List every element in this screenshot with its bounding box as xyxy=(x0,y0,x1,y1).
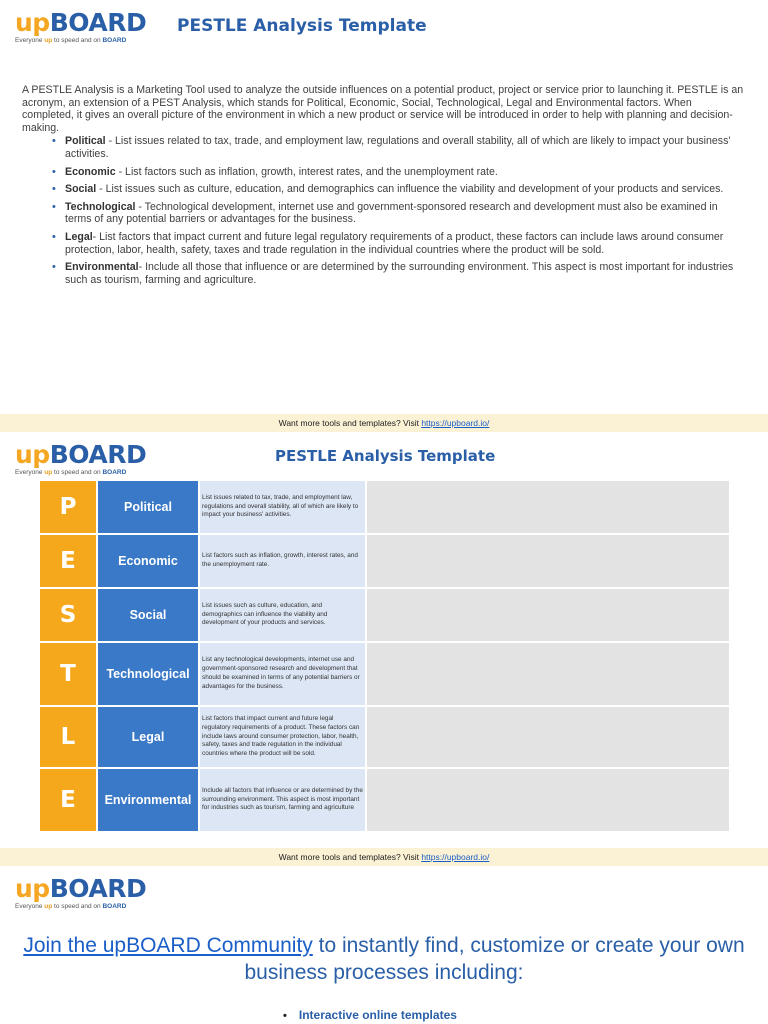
pestle-factor-description: List issues related to tax, trade, and employment law, regulations and overall stability, all of which are likely to impact your business' activities. xyxy=(200,481,365,533)
pestle-bullet-list xyxy=(52,135,744,286)
pestle-grid xyxy=(40,481,729,833)
intro-section xyxy=(22,84,744,291)
tools-banner: Want more tools and templates? Visit https://upboard.io/ xyxy=(0,414,768,432)
pestle-row-technological xyxy=(40,643,729,705)
pestle-input-cell[interactable] xyxy=(367,643,729,705)
pestle-factor-description: List any technological developments, internet use and government-sponsored research and development that should be examined in terms of any potential barriers or advantages for the business. xyxy=(200,643,365,705)
template-title: PESTLE Analysis Template xyxy=(275,447,496,465)
pestle-factor-description: List issues such as culture, education, and demographics can influence the viability and development of your products and services. xyxy=(200,589,365,641)
pestle-input-cell[interactable] xyxy=(367,769,729,831)
pestle-input-cell[interactable] xyxy=(367,589,729,641)
logo-tagline: Everyone up to speed and on BOARD xyxy=(15,469,127,476)
pestle-input-cell[interactable] xyxy=(367,535,729,587)
pestle-letter: S xyxy=(40,589,96,641)
logo-wordmark: upBOARD xyxy=(15,874,147,903)
join-community-heading: Join the upBOARD Community to instantly find, customize or create your own business processes including: xyxy=(23,934,745,984)
pestle-row-political xyxy=(40,481,729,533)
logo-tagline: Everyone up to speed and on BOARD xyxy=(15,903,127,910)
features-list xyxy=(283,1008,457,1022)
pestle-row-economic xyxy=(40,535,729,587)
list-item: • Technological - Technological development, internet use and government-sponsored research and development must also be examined in terms of any potential barriers or advantages for the business. xyxy=(52,200,718,226)
pestle-factor-name: Political xyxy=(98,481,198,533)
list-item: • Political - List issues related to tax, trade, and employment law, regulations and overall stability, all of which are likely to impact your business' activities. xyxy=(52,135,731,160)
pestle-factor-name: Social xyxy=(98,589,198,641)
pestle-factor-description: List factors such as inflation, growth, interest rates, and the unemployment rate. xyxy=(200,535,365,587)
upboard-link[interactable]: https://upboard.io/ xyxy=(421,852,490,862)
pestle-row-social xyxy=(40,589,729,641)
pestle-factor-name: Economic xyxy=(98,535,198,587)
pestle-input-cell[interactable] xyxy=(367,707,729,767)
pestle-letter: P xyxy=(40,481,96,533)
pestle-factor-name: Environmental xyxy=(98,769,198,831)
upboard-logo xyxy=(15,442,146,476)
pestle-factor-description: Include all factors that influence or are determined by the surrounding environment. This aspect is most important for industries such as tourism, farming and agriculture xyxy=(200,769,365,831)
pestle-letter: E xyxy=(40,535,96,587)
pestle-factor-description: List factors that impact current and future legal regulatory requirements of a product. These factors can include laws around consumer protection, labor, health, safety, taxes and trade regulation in the individual countries where the product will be sold. xyxy=(200,707,365,767)
bullet-icon: • xyxy=(283,1010,287,1022)
feature-item: Interactive online templates xyxy=(298,1008,457,1022)
tools-banner: Want more tools and templates? Visit https://upboard.io/ xyxy=(0,848,768,866)
list-item: • Economic - List factors such as inflation, growth, interest rates, and the unemployment rate. xyxy=(52,165,498,178)
pestle-input-cell[interactable] xyxy=(367,481,729,533)
logo-wordmark: upBOARD xyxy=(15,8,147,37)
pestle-row-legal xyxy=(40,707,729,767)
pestle-factor-name: Legal xyxy=(98,707,198,767)
pestle-letter: T xyxy=(40,643,96,705)
page-title: PESTLE Analysis Template xyxy=(177,16,427,36)
list-item: • Legal- List factors that impact current and future legal regulatory requirements of a product, these factors can include laws around consumer protection, labor, health, safety, taxes and trade regulation in the individual countries where the product will be sold. xyxy=(52,230,724,256)
list-item: • Environmental- Include all those that influence or are determined by the surrounding environment. This aspect is most important for industries such as tourism, farming and agriculture. xyxy=(52,261,734,286)
pestle-factor-name: Technological xyxy=(98,643,198,705)
list-item: • Social - List issues such as culture, education, and demographics can influence the viability and development of your products and services. xyxy=(52,183,724,196)
upboard-logo xyxy=(15,10,146,44)
logo-wordmark: upBOARD xyxy=(15,440,147,469)
logo-tagline: Everyone up to speed and on BOARD xyxy=(15,37,127,44)
upboard-logo xyxy=(15,876,146,910)
pestle-letter: E xyxy=(40,769,96,831)
pestle-letter: L xyxy=(40,707,96,767)
upboard-link[interactable]: https://upboard.io/ xyxy=(421,418,490,428)
intro-paragraph: A PESTLE Analysis is a Marketing Tool used to analyze the outside influences on a potential product, project or service prior to launching it. PESTLE is an acronym, an extension of a PEST Analysis, which stands for Political, Economic, Social, Technological, Legal and Environmental factors. When completed, it gives an overall picture of the environment in which a new product or service will be introduced in order to help with planning and decision-making. xyxy=(22,84,744,134)
pestle-row-environmental xyxy=(40,769,729,831)
join-community-link[interactable]: Join the upBOARD Community xyxy=(23,934,313,957)
